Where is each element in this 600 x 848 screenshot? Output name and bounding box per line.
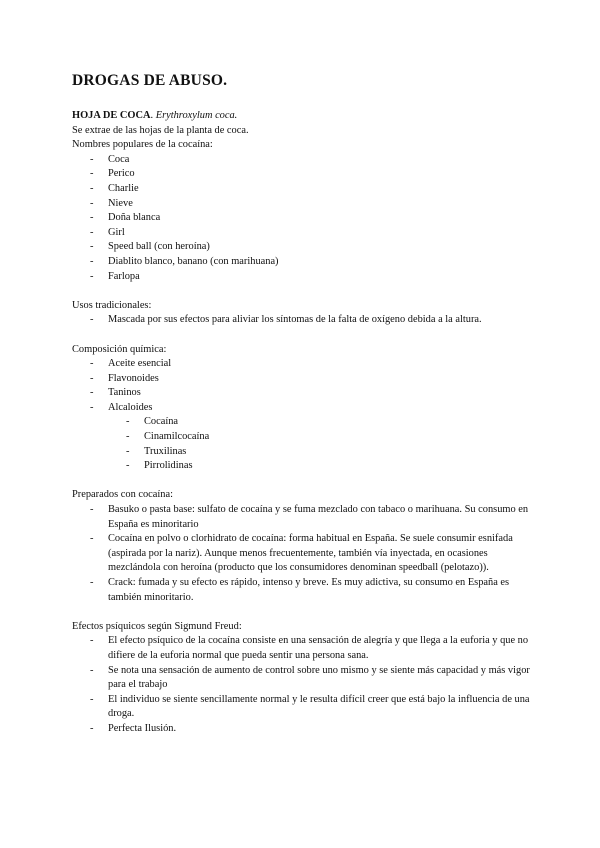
list-item: - Crack: fumada y su efecto es rápido, intenso y breve. Es muy adictiva, su consumo en España es también minoritario. [90,577,510,603]
list-item: - Taninos [90,387,141,399]
coca-heading-latin: Erythroxylum coca. [155,110,238,121]
list-item: - Mascada por sus efectos para aliviar los síntomas de la falta de oxígeno debida a la altura. [90,314,482,326]
list-item: - Speed ball (con heroína) [90,241,210,253]
list-item: - El efecto psíquico de la cocaína consiste en una sensación de alegría y que llega a la euforia y que no difiere de la euforia normal que pueda sentir una persona sana. [90,635,529,661]
usos-label: Usos tradicionales: [72,299,152,311]
list-item: - Pirrolidinas [126,460,193,472]
list-item: - Nieve [90,197,133,209]
list-item: - Perfecta Ilusión. [90,722,177,734]
names-list [72,153,532,284]
list-item: - Se nota una sensación de aumento de control sobre uno mismo y se siente más capacidad y más vigor para el trabajo [90,664,530,691]
list-item: - Aceite esencial [90,358,172,370]
coca-heading-bold: HOJA DE COCA [72,110,151,121]
list-item: - Cocaína en polvo o clorhidrato de cocaína: forma habitual en España. Se suele consumir esnifada (aspirada por la nariz). Aunque menos frecuentemente, también vía inyectada, en ocasiones mezclándola con heroína (producto que los consumidores denominan speedball (pelotazo)). [90,533,513,574]
document-page [72,72,532,737]
coca-heading [72,109,532,124]
list-item: - Coca [90,153,130,165]
efectos-label: Efectos psíquicos según Sigmund Freud: [72,620,242,632]
list-item: - Farlopa [90,270,140,282]
list-item: - Flavonoides [90,372,159,384]
names-label: Nombres populares de la cocaína: [72,139,213,151]
list-item: - Perico [90,168,135,180]
list-item: - Diablito blanco, banano (con marihuana) [90,255,279,267]
usos-list [72,313,532,328]
list-item: - Alcaloides - Cocaína - Cinamilcocaína - Truxilinas - Pirrolidinas [72,401,532,474]
list-item: - Cocaína [126,416,179,428]
composicion-list [72,357,532,474]
coca-heading-sep: . [150,110,156,121]
composicion-label: Composición química: [72,343,167,355]
list-item: - El individuo se siente sencillamente normal y le resulta difícil creer que está bajo la influencia de una droga. [90,693,530,720]
list-item: - Doña blanca [90,212,161,224]
list-item: - Charlie [90,182,139,194]
efectos-list [72,634,532,736]
list-item: - Girl [90,226,125,238]
page-title: DROGAS DE ABUSO. [72,72,228,89]
list-item: - Truxilinas [126,445,187,457]
preparados-label: Preparados con cocaína: [72,489,173,501]
list-item: - Basuko o pasta base: sulfato de cocaína y se fuma mezclado con tabaco o marihuana. Su consumo en España es minoritario [90,504,529,530]
preparados-list [72,503,532,605]
alcaloides-list [72,415,532,473]
list-item: - Cinamilcocaína [126,431,210,443]
coca-intro: Se extrae de las hojas de la planta de coca. [72,124,249,136]
